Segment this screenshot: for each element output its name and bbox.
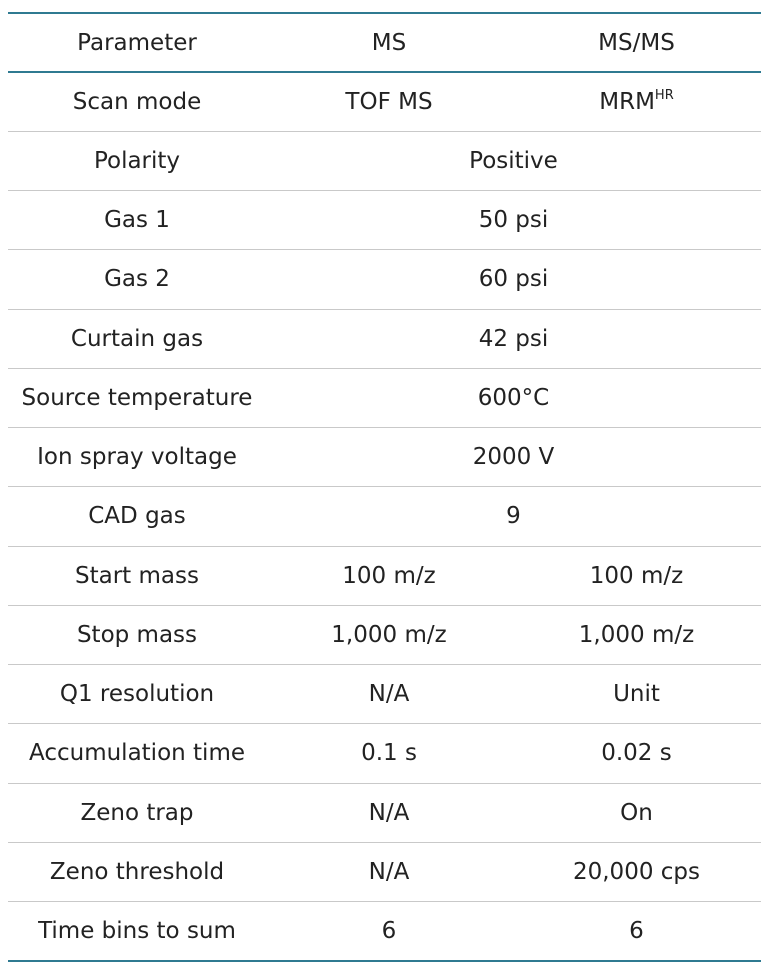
row-label: Accumulation time	[8, 724, 266, 783]
ms-value: TOF MS	[266, 72, 512, 131]
ms-value: 0.1 s	[266, 724, 512, 783]
row-label: Scan mode	[8, 72, 266, 131]
ms-value: N/A	[266, 842, 512, 901]
table-row	[8, 250, 761, 309]
msms-value: 0.02 s	[512, 724, 761, 783]
table-row	[8, 487, 761, 546]
table-row	[8, 309, 761, 368]
shared-value: 42 psi	[266, 309, 761, 368]
shared-value: Positive	[266, 131, 761, 190]
table-row	[8, 72, 761, 131]
row-label: Zeno trap	[8, 783, 266, 842]
table-row	[8, 191, 761, 250]
row-label: Gas 1	[8, 191, 266, 250]
row-label: Polarity	[8, 131, 266, 190]
msms-value-superscript: HR	[654, 87, 674, 103]
table-row	[8, 131, 761, 190]
table-row	[8, 428, 761, 487]
row-label: Source temperature	[8, 368, 266, 427]
shared-value: 50 psi	[266, 191, 761, 250]
table-row	[8, 842, 761, 901]
shared-value: 600°C	[266, 368, 761, 427]
msms-value-text: MRM	[599, 88, 655, 115]
table-row	[8, 546, 761, 605]
row-label: Zeno threshold	[8, 842, 266, 901]
msms-value: 20,000 cps	[512, 842, 761, 901]
ms-value: N/A	[266, 665, 512, 724]
table-row	[8, 902, 761, 961]
header-ms: MS	[266, 13, 512, 72]
row-label: Curtain gas	[8, 309, 266, 368]
header-parameter: Parameter	[8, 13, 266, 72]
row-label: Start mass	[8, 546, 266, 605]
row-label: Stop mass	[8, 605, 266, 664]
row-label: Gas 2	[8, 250, 266, 309]
row-label: Q1 resolution	[8, 665, 266, 724]
msms-value: 6	[512, 902, 761, 961]
msms-value: On	[512, 783, 761, 842]
table-row	[8, 605, 761, 664]
ms-parameter-table	[8, 12, 761, 962]
shared-value: 2000 V	[266, 428, 761, 487]
table-row	[8, 783, 761, 842]
shared-value: 9	[266, 487, 761, 546]
msms-value: Unit	[512, 665, 761, 724]
row-label: Ion spray voltage	[8, 428, 266, 487]
ms-value: 100 m/z	[266, 546, 512, 605]
row-label: CAD gas	[8, 487, 266, 546]
table-body	[8, 72, 761, 961]
row-label: Time bins to sum	[8, 902, 266, 961]
ms-value: 1,000 m/z	[266, 605, 512, 664]
table-row	[8, 665, 761, 724]
shared-value: 60 psi	[266, 250, 761, 309]
header-row	[8, 13, 761, 72]
msms-value	[512, 72, 761, 131]
header-msms: MS/MS	[512, 13, 761, 72]
table-row	[8, 368, 761, 427]
ms-value: N/A	[266, 783, 512, 842]
table-row	[8, 724, 761, 783]
msms-value: 100 m/z	[512, 546, 761, 605]
table-header	[8, 13, 761, 72]
ms-value: 6	[266, 902, 512, 961]
parameter-table-container	[8, 12, 761, 962]
msms-value: 1,000 m/z	[512, 605, 761, 664]
